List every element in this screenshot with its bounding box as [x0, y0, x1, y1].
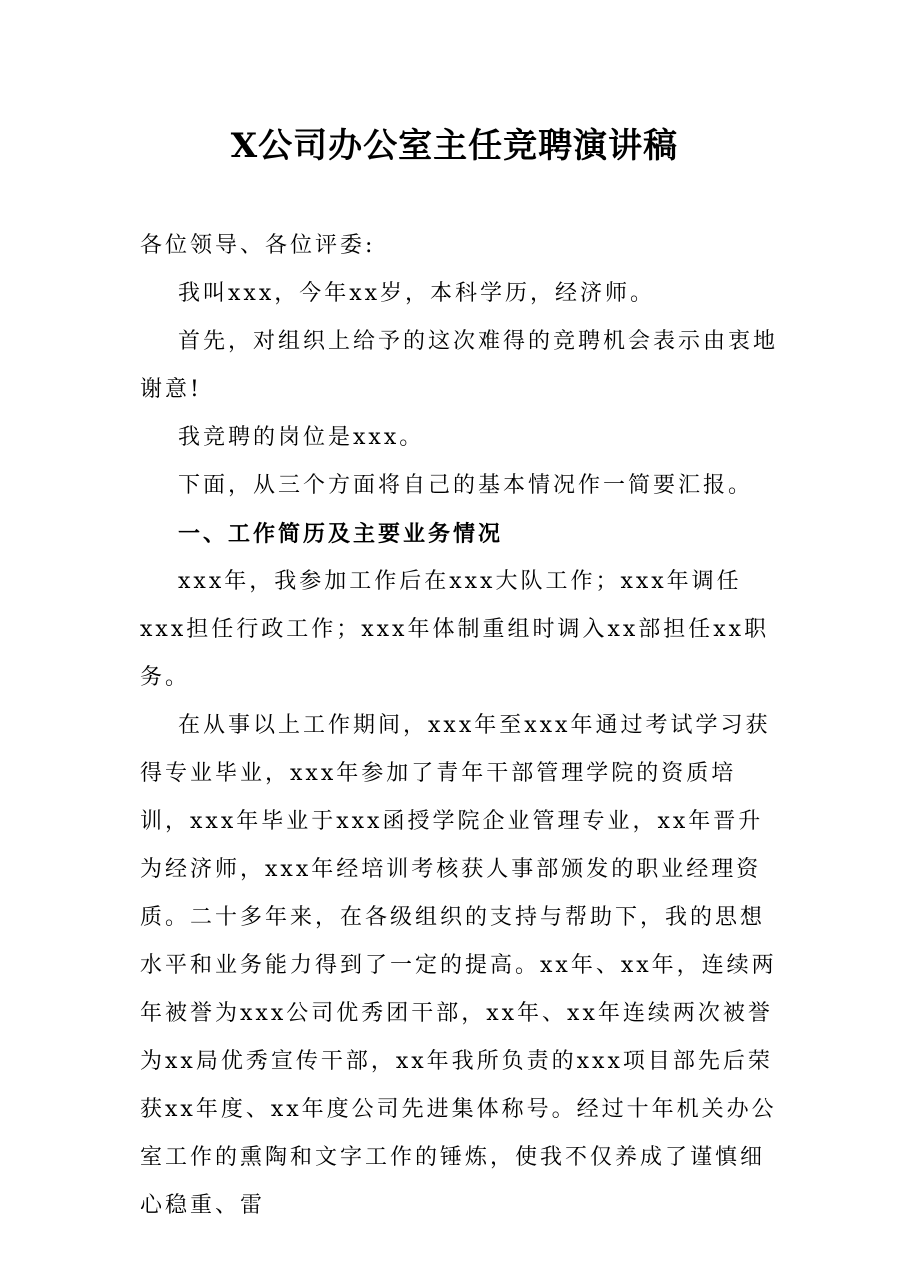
section-heading: 一、工作简历及主要业务情况	[178, 521, 504, 547]
paragraph-thanks: 首先，对组织上给予的这次难得的竞聘机会表示由衷地谢意!	[140, 329, 779, 402]
document-title: X公司办公室主任竞聘演讲稿	[230, 126, 679, 166]
paragraph-achievements: 在从事以上工作期间，xxx年至xxx年通过考试学习获得专业毕业，xxx年参加了青年干部管理学院的资质培训，xxx年毕业于xxx函授学院企业管理专业，xx年晋升为经济师，xxx年经培训考核获人事部颁发的职业经理资质。二十多年来，在各级组织的支持与帮助下，我的思想水平和业务能力得到了一定的提高。xx年、xx年，连续两年被誉为xxx公司优秀团干部，xx年、xx年连续两次被誉为xx局优秀宣传干部，xx年我所负责的xxx项目部先后荣获xx年度、xx年度公司先进集体称号。经过十年机关办公室工作的熏陶和文字工作的锤炼，使我不仅养成了谨慎细心稳重、雷	[140, 713, 777, 1218]
document-body	[140, 222, 780, 1230]
paragraph-position: 我竞聘的岗位是xxx。	[178, 425, 425, 450]
paragraph-self-intro: 我叫xxx，今年xx岁，本科学历，经济师。	[178, 281, 656, 306]
paragraph-work-history: xxx年，我参加工作后在xxx大队工作；xxx年调任xxx担任行政工作；xxx年体制重组时调入xx部担任xx职务。	[140, 569, 770, 690]
paragraph-overview: 下面，从三个方面将自己的基本情况作一简要汇报。	[178, 473, 754, 498]
salutation: 各位领导、各位评委:	[140, 233, 376, 258]
